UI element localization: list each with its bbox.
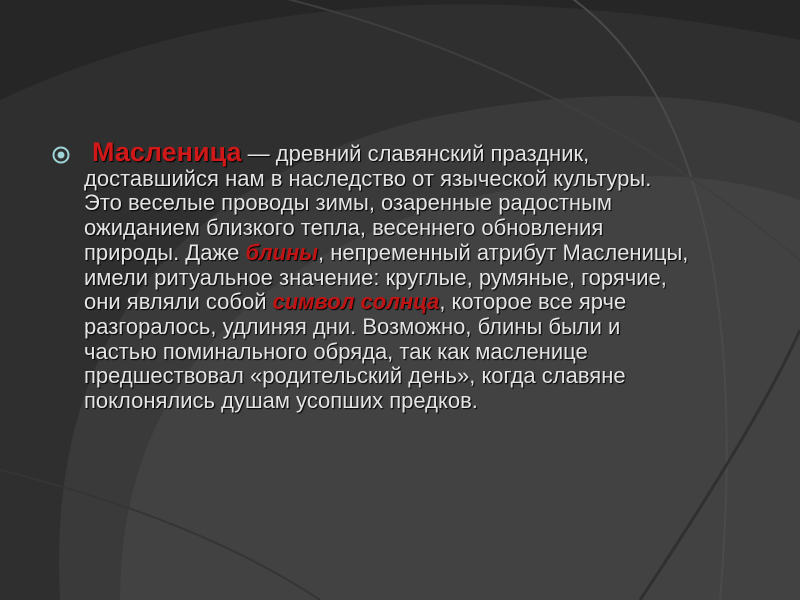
paragraph (84, 137, 692, 414)
highlight-bliny: блины (245, 239, 319, 265)
paragraph-part-1: — древний славянский праздник, доставшийся нам в наследство от языческой культуры. Это веселые проводы зимы, озаренные радостным ожиданием близкого тепла, весеннего обновления природы. Даже (84, 141, 652, 265)
paragraph-part-2: , непременный атрибут Масленицы, имели ритуальное значение: круглые, румяные, горячие, они являли собой (84, 239, 689, 315)
circle-target-bullet-icon (52, 146, 70, 164)
paragraph-part-3: , которое все ярче разгоралось, удлиняя дни. Возможно, блины были и частью поминального обряда, так как масленице предшествовал «родительский день», когда славяне поклонялись душам усопших предков. (84, 289, 627, 414)
highlight-symbol-solntsa: символ солнца (272, 289, 440, 315)
text-block (52, 137, 692, 414)
title-word: Масленица (92, 137, 242, 167)
